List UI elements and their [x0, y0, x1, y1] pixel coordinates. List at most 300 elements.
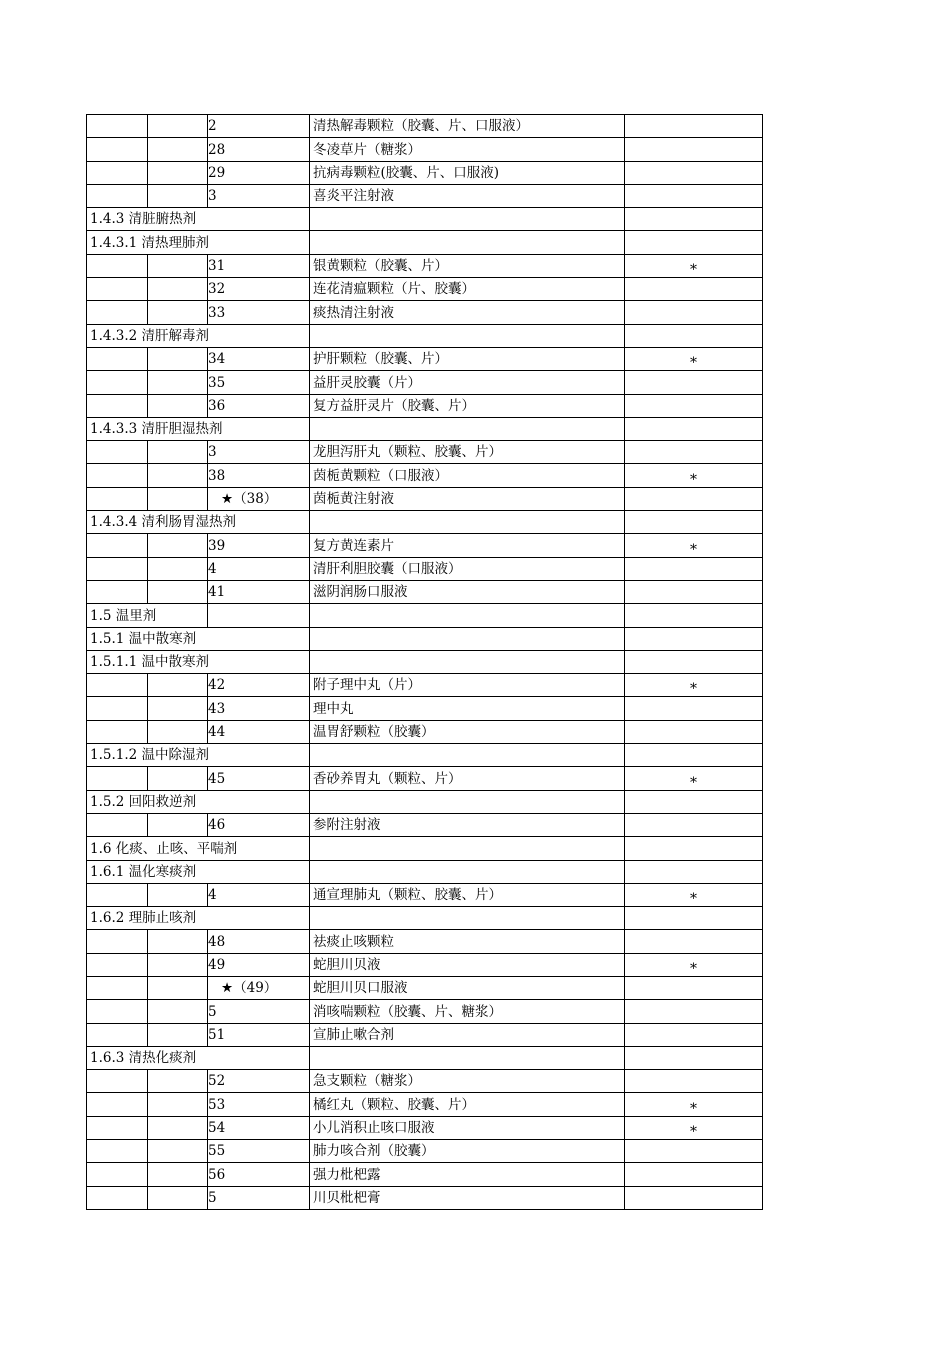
table-row: [87, 254, 763, 277]
empty-cell: [148, 767, 208, 790]
drug-name: 喜炎平注射液: [313, 188, 394, 205]
starred-item-number: ★（38）: [221, 491, 278, 508]
item-number: 54: [208, 1120, 226, 1137]
empty-cell: [208, 604, 310, 627]
asterisk-mark: *: [690, 355, 697, 372]
empty-cell: [87, 161, 148, 184]
item-number-cell: [208, 953, 310, 976]
mark-cell: [625, 184, 763, 207]
empty-cell: [625, 231, 763, 254]
table-row: [87, 184, 763, 207]
table-row: [87, 301, 763, 324]
empty-cell: [148, 1070, 208, 1093]
item-number: 39: [208, 537, 226, 554]
drug-name-cell: [310, 184, 625, 207]
mark-cell: [625, 674, 763, 697]
mark-cell: [625, 115, 763, 138]
item-number-cell: [208, 720, 310, 743]
mark-cell: [625, 138, 763, 161]
asterisk-mark: *: [690, 1100, 697, 1117]
drug-name-cell: [310, 301, 625, 324]
empty-cell: [87, 1093, 148, 1116]
item-number: 4: [208, 560, 217, 577]
item-number-cell: [208, 883, 310, 906]
drug-name: 银黄颗粒（胶囊、片）: [313, 258, 448, 275]
empty-cell: [87, 394, 148, 417]
table-row: [87, 394, 763, 417]
category-label: 1.5.2 回阳救逆剂: [87, 790, 310, 813]
drug-name: 益肝灵胶囊（片）: [313, 374, 421, 391]
drug-name-cell: [310, 115, 625, 138]
empty-cell: [310, 790, 625, 813]
empty-cell: [87, 1163, 148, 1186]
drug-name-cell: [310, 534, 625, 557]
empty-cell: [87, 720, 148, 743]
empty-cell: [87, 767, 148, 790]
category-row: [87, 837, 763, 860]
category-row: [87, 231, 763, 254]
table-row: [87, 767, 763, 790]
item-number: 31: [208, 258, 226, 275]
empty-cell: [87, 254, 148, 277]
item-number-cell: [208, 1000, 310, 1023]
empty-cell: [625, 837, 763, 860]
mark-cell: [625, 1070, 763, 1093]
item-number: 46: [208, 817, 226, 834]
empty-cell: [148, 1093, 208, 1116]
empty-cell: [87, 371, 148, 394]
table-row: [87, 1093, 763, 1116]
item-number: 3: [208, 188, 217, 205]
item-number: 4: [208, 887, 217, 904]
empty-cell: [148, 1140, 208, 1163]
table-row: [87, 1163, 763, 1186]
drug-name-cell: [310, 674, 625, 697]
category-label: 1.6 化痰、止咳、平喘剂: [87, 837, 310, 860]
item-number: 42: [208, 677, 226, 694]
table-row: [87, 1070, 763, 1093]
item-number-cell: [208, 813, 310, 836]
drug-name-cell: [310, 1070, 625, 1093]
drug-name-cell: [310, 697, 625, 720]
item-number-cell: [208, 138, 310, 161]
empty-cell: [148, 697, 208, 720]
drug-name: 滋阴润肠口服液: [313, 584, 408, 601]
asterisk-mark: *: [690, 471, 697, 488]
table-row: [87, 1140, 763, 1163]
drug-name-cell: [310, 161, 625, 184]
empty-cell: [148, 534, 208, 557]
item-number: 5: [208, 1003, 217, 1020]
table-row: [87, 976, 763, 999]
category-label: 1.5.1 温中散寒剂: [87, 627, 310, 650]
asterisk-mark: *: [690, 891, 697, 908]
empty-cell: [148, 394, 208, 417]
drug-name: 宣肺止嗽合剂: [313, 1026, 394, 1043]
category-label: 1.4.3 清脏腑热剂: [87, 208, 310, 231]
drug-name: 参附注射液: [313, 817, 381, 834]
table-row: [87, 1000, 763, 1023]
item-number: 3: [208, 444, 217, 461]
empty-cell: [87, 674, 148, 697]
item-number-cell: [208, 161, 310, 184]
empty-cell: [310, 744, 625, 767]
asterisk-mark: *: [690, 262, 697, 279]
empty-cell: [148, 674, 208, 697]
table-row: [87, 534, 763, 557]
empty-cell: [87, 697, 148, 720]
drug-name: 痰热清注射液: [313, 304, 394, 321]
empty-cell: [87, 464, 148, 487]
category-label: 1.4.3.2 清肝解毒剂: [87, 324, 310, 347]
empty-cell: [310, 837, 625, 860]
mark-cell: [625, 1093, 763, 1116]
empty-cell: [310, 907, 625, 930]
asterisk-mark: *: [690, 681, 697, 698]
category-row: [87, 417, 763, 440]
asterisk-mark: *: [690, 774, 697, 791]
item-number-cell: [208, 394, 310, 417]
starred-item-number: ★（49）: [221, 980, 278, 997]
table-row: [87, 557, 763, 580]
empty-cell: [87, 278, 148, 301]
item-number-cell: [208, 371, 310, 394]
table-row: [87, 580, 763, 603]
category-row: [87, 208, 763, 231]
item-number: 36: [208, 397, 226, 414]
empty-cell: [625, 744, 763, 767]
category-label: 1.5.1.2 温中除湿剂: [87, 744, 310, 767]
drug-name: 急支颗粒（糖浆）: [313, 1073, 421, 1090]
empty-cell: [148, 115, 208, 138]
table-row: [87, 720, 763, 743]
category-row: [87, 627, 763, 650]
drug-name: 香砂养胃丸（颗粒、片）: [313, 770, 462, 787]
mark-cell: [625, 254, 763, 277]
table-row: [87, 115, 763, 138]
mark-cell: [625, 813, 763, 836]
empty-cell: [148, 883, 208, 906]
drug-name: 蛇胆川贝液: [313, 956, 381, 973]
item-number: 38: [208, 467, 226, 484]
empty-cell: [625, 417, 763, 440]
empty-cell: [87, 580, 148, 603]
category-row: [87, 511, 763, 534]
drug-name-cell: [310, 883, 625, 906]
table-row: [87, 371, 763, 394]
empty-cell: [625, 860, 763, 883]
empty-cell: [625, 627, 763, 650]
mark-cell: [625, 953, 763, 976]
drug-name: 复方黄连素片: [313, 537, 394, 554]
empty-cell: [148, 278, 208, 301]
empty-cell: [625, 1046, 763, 1069]
drug-name-cell: [310, 1023, 625, 1046]
item-number: 53: [208, 1096, 226, 1113]
empty-cell: [310, 231, 625, 254]
asterisk-mark: *: [690, 960, 697, 977]
item-number: 48: [208, 933, 226, 950]
drug-name: 护肝颗粒（胶囊、片）: [313, 351, 448, 368]
drug-name-cell: [310, 138, 625, 161]
item-number: 55: [208, 1143, 226, 1160]
item-number: 34: [208, 351, 226, 368]
mark-cell: [625, 464, 763, 487]
empty-cell: [148, 347, 208, 370]
drug-name: 祛痰止咳颗粒: [313, 933, 394, 950]
item-number-cell: [208, 254, 310, 277]
empty-cell: [625, 208, 763, 231]
drug-name: 蛇胆川贝口服液: [313, 980, 408, 997]
empty-cell: [87, 1000, 148, 1023]
empty-cell: [148, 371, 208, 394]
drug-name-cell: [310, 580, 625, 603]
drug-name-cell: [310, 394, 625, 417]
item-number-cell: [208, 487, 310, 510]
category-label: 1.5.1.1 温中散寒剂: [87, 650, 310, 673]
item-number-cell: [208, 580, 310, 603]
empty-cell: [148, 184, 208, 207]
drug-name: 龙胆泻肝丸（颗粒、胶囊、片）: [313, 444, 502, 461]
table-row: [87, 464, 763, 487]
item-number-cell: [208, 1140, 310, 1163]
drug-name: 复方益肝灵片（胶囊、片）: [313, 397, 475, 414]
empty-cell: [87, 1023, 148, 1046]
drug-name: 冬凌草片（糖浆）: [313, 141, 421, 158]
item-number: 29: [208, 164, 226, 181]
table-row: [87, 674, 763, 697]
drug-name: 强力枇杷露: [313, 1166, 381, 1183]
empty-cell: [148, 557, 208, 580]
empty-cell: [148, 976, 208, 999]
category-label: 1.4.3.1 清热理肺剂: [87, 231, 310, 254]
drug-name-cell: [310, 1000, 625, 1023]
item-number-cell: [208, 278, 310, 301]
drug-name: 橘红丸（颗粒、胶囊、片）: [313, 1096, 475, 1113]
drug-name: 肺力咳合剂（胶囊）: [313, 1143, 435, 1160]
table-row: [87, 1023, 763, 1046]
drug-name-cell: [310, 1163, 625, 1186]
item-number: 49: [208, 956, 226, 973]
table-row: [87, 930, 763, 953]
empty-cell: [87, 557, 148, 580]
mark-cell: [625, 580, 763, 603]
empty-cell: [87, 883, 148, 906]
drug-name-cell: [310, 1093, 625, 1116]
empty-cell: [310, 208, 625, 231]
empty-cell: [625, 511, 763, 534]
mark-cell: [625, 1023, 763, 1046]
category-row: [87, 604, 763, 627]
category-label: 1.4.3.4 清利肠胃湿热剂: [87, 511, 310, 534]
empty-cell: [87, 534, 148, 557]
item-number: 5: [208, 1189, 217, 1206]
drug-list-body: [87, 115, 763, 1210]
item-number-cell: [208, 464, 310, 487]
drug-name-cell: [310, 1186, 625, 1209]
table-row: [87, 953, 763, 976]
drug-name: 附子理中丸（片）: [313, 677, 421, 694]
category-label: 1.6.1 温化寒痰剂: [87, 860, 310, 883]
table-row: [87, 278, 763, 301]
drug-name-cell: [310, 976, 625, 999]
drug-name-cell: [310, 953, 625, 976]
empty-cell: [148, 953, 208, 976]
category-row: [87, 860, 763, 883]
item-number: 44: [208, 724, 226, 741]
empty-cell: [148, 720, 208, 743]
empty-cell: [625, 650, 763, 673]
empty-cell: [87, 115, 148, 138]
empty-cell: [87, 813, 148, 836]
item-number: 35: [208, 374, 226, 391]
item-number-cell: [208, 1070, 310, 1093]
item-number-cell: [208, 1023, 310, 1046]
drug-name: 小儿消积止咳口服液: [313, 1120, 435, 1137]
mark-cell: [625, 441, 763, 464]
empty-cell: [310, 604, 625, 627]
empty-cell: [310, 324, 625, 347]
drug-name: 清肝利胆胶囊（口服液）: [313, 560, 462, 577]
drug-name: 川贝枇杷膏: [313, 1189, 381, 1206]
table-row: [87, 347, 763, 370]
empty-cell: [87, 1116, 148, 1139]
item-number: 33: [208, 304, 226, 321]
item-number-cell: [208, 930, 310, 953]
category-row: [87, 650, 763, 673]
item-number-cell: [208, 347, 310, 370]
item-number-cell: [208, 184, 310, 207]
category-label: 1.6.3 清热化痰剂: [87, 1046, 310, 1069]
empty-cell: [310, 627, 625, 650]
item-number-cell: [208, 534, 310, 557]
mark-cell: [625, 347, 763, 370]
drug-name-cell: [310, 1116, 625, 1139]
mark-cell: [625, 301, 763, 324]
empty-cell: [148, 1023, 208, 1046]
empty-cell: [87, 976, 148, 999]
item-number: 56: [208, 1166, 226, 1183]
item-number: 45: [208, 770, 226, 787]
empty-cell: [148, 254, 208, 277]
empty-cell: [87, 301, 148, 324]
item-number: 51: [208, 1026, 226, 1043]
drug-name-cell: [310, 557, 625, 580]
empty-cell: [148, 464, 208, 487]
drug-name-cell: [310, 441, 625, 464]
drug-name-cell: [310, 720, 625, 743]
empty-cell: [87, 138, 148, 161]
item-number: 2: [208, 118, 217, 135]
empty-cell: [87, 953, 148, 976]
empty-cell: [148, 1000, 208, 1023]
category-row: [87, 744, 763, 767]
empty-cell: [148, 161, 208, 184]
drug-name-cell: [310, 1140, 625, 1163]
drug-name-cell: [310, 767, 625, 790]
empty-cell: [310, 1046, 625, 1069]
mark-cell: [625, 161, 763, 184]
drug-name: 通宣理肺丸（颗粒、胶囊、片）: [313, 887, 502, 904]
drug-name: 连花清瘟颗粒（片、胶囊）: [313, 281, 475, 298]
category-row: [87, 324, 763, 347]
mark-cell: [625, 767, 763, 790]
item-number-cell: [208, 697, 310, 720]
item-number-cell: [208, 1163, 310, 1186]
drug-name-cell: [310, 487, 625, 510]
item-number-cell: [208, 1116, 310, 1139]
empty-cell: [148, 580, 208, 603]
empty-cell: [87, 1186, 148, 1209]
empty-cell: [148, 1186, 208, 1209]
empty-cell: [87, 487, 148, 510]
drug-name-cell: [310, 930, 625, 953]
drug-name: 抗病毒颗粒(胶囊、片、口服液): [313, 164, 500, 181]
drug-name-cell: [310, 278, 625, 301]
table-row: [87, 697, 763, 720]
table-row: [87, 138, 763, 161]
item-number-cell: [208, 1186, 310, 1209]
item-number: 43: [208, 700, 226, 717]
table-row: [87, 813, 763, 836]
empty-cell: [87, 1070, 148, 1093]
mark-cell: [625, 394, 763, 417]
empty-cell: [148, 1163, 208, 1186]
mark-cell: [625, 930, 763, 953]
drug-name-cell: [310, 813, 625, 836]
category-label: 1.5 温里剂: [87, 604, 208, 627]
item-number: 41: [208, 584, 226, 601]
table-row: [87, 487, 763, 510]
empty-cell: [310, 417, 625, 440]
empty-cell: [310, 511, 625, 534]
empty-cell: [148, 1116, 208, 1139]
item-number: 32: [208, 281, 226, 298]
item-number-cell: [208, 976, 310, 999]
empty-cell: [148, 813, 208, 836]
empty-cell: [87, 930, 148, 953]
empty-cell: [148, 138, 208, 161]
category-row: [87, 1046, 763, 1069]
table-row: [87, 883, 763, 906]
empty-cell: [148, 487, 208, 510]
table-row: [87, 1116, 763, 1139]
empty-cell: [148, 301, 208, 324]
item-number-cell: [208, 301, 310, 324]
mark-cell: [625, 1163, 763, 1186]
mark-cell: [625, 1000, 763, 1023]
empty-cell: [148, 441, 208, 464]
mark-cell: [625, 883, 763, 906]
drug-name-cell: [310, 371, 625, 394]
drug-name: 理中丸: [313, 700, 354, 717]
category-label: 1.6.2 理肺止咳剂: [87, 907, 310, 930]
drug-name: 消咳喘颗粒（胶囊、片、糖浆）: [313, 1003, 502, 1020]
mark-cell: [625, 1186, 763, 1209]
empty-cell: [87, 347, 148, 370]
drug-name-cell: [310, 464, 625, 487]
item-number: 52: [208, 1073, 226, 1090]
drug-name: 茵栀黄注射液: [313, 491, 394, 508]
item-number-cell: [208, 557, 310, 580]
empty-cell: [310, 650, 625, 673]
item-number: 28: [208, 141, 226, 158]
item-number-cell: [208, 674, 310, 697]
item-number-cell: [208, 767, 310, 790]
category-row: [87, 907, 763, 930]
table-row: [87, 161, 763, 184]
empty-cell: [625, 604, 763, 627]
